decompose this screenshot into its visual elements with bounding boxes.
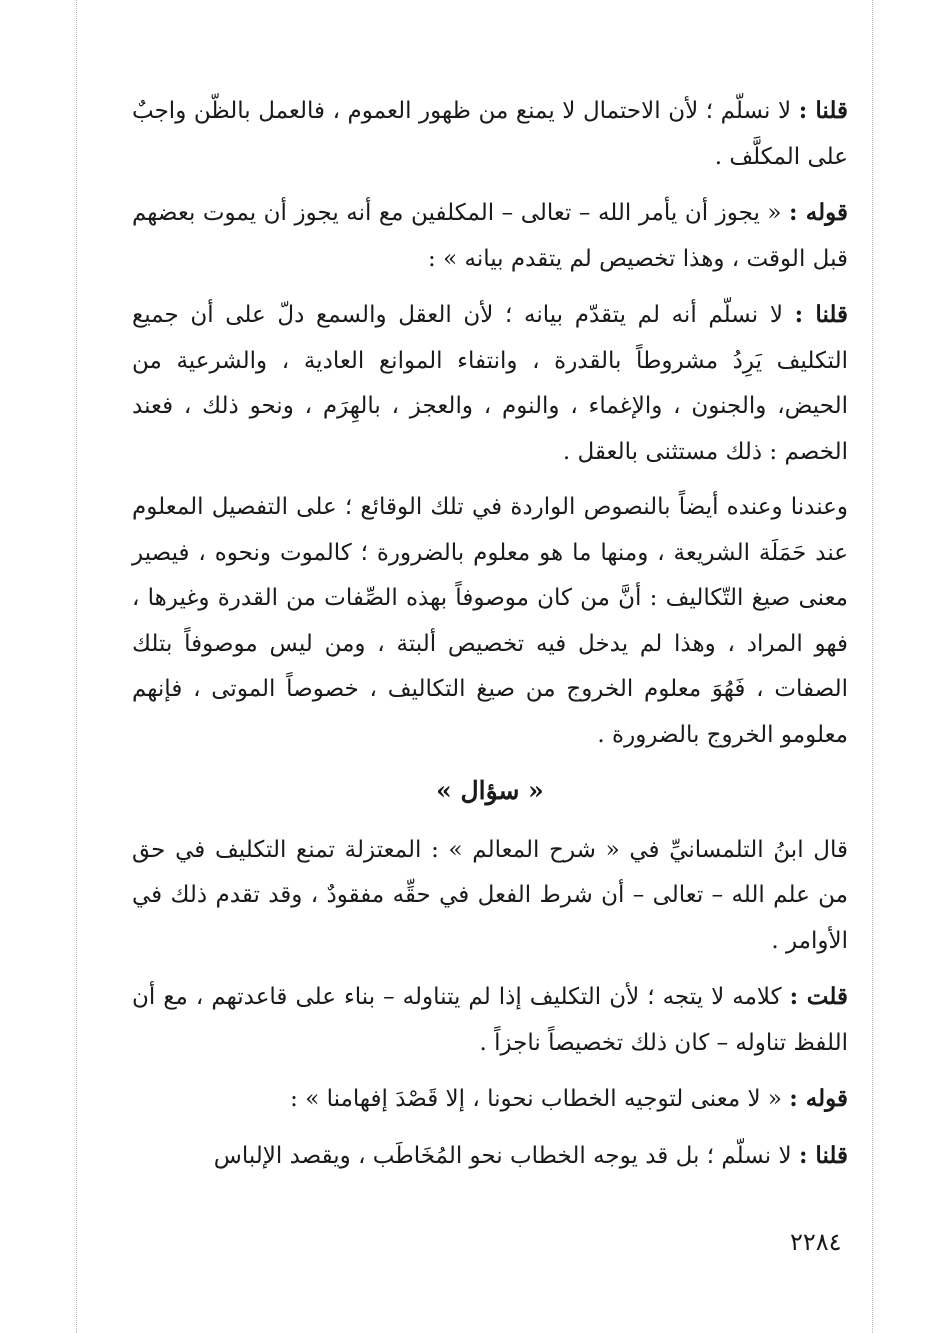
paragraph-text: « لا معنى لتوجيه الخطاب نحونا ، إلا قَصْدَ إفهامنا » : — [290, 1086, 790, 1112]
paragraph-lead: قلنا : — [794, 301, 848, 328]
paragraph-7 — [132, 1076, 848, 1123]
scan-margin-line-right — [872, 0, 873, 1333]
paragraph-lead: قوله : — [789, 199, 848, 226]
page-number: ٢٢٨٤ — [790, 1228, 842, 1256]
paragraph-3 — [132, 292, 848, 475]
paragraph-text: كلامه لا يتجه ؛ لأن التكليف إذا لم يتناوله – بناء على قاعدتهم ، مع أن اللفظ تناوله – كان ذلك تخصيصاً ناجزاً . — [132, 984, 848, 1056]
section-heading: « سؤال » — [436, 776, 544, 805]
paragraph-5 — [132, 828, 848, 965]
paragraph-lead: قلت : — [789, 983, 848, 1010]
scan-margin-line-left — [76, 0, 77, 1333]
paragraph-lead: قوله : — [789, 1085, 848, 1112]
paragraph-6 — [132, 974, 848, 1066]
paragraph-2 — [132, 190, 848, 282]
paragraph-text: لا نسلّم ؛ بل قد يوجه الخطاب نحو المُخَاطَب ، ويقصد الإلباس — [213, 1142, 799, 1169]
paragraph-lead: قلنا : — [798, 97, 848, 124]
paragraph-text: قال ابنُ التلمسانيِّ في « شرح المعالم » : المعتزلة تمنع التكليف في حق من علم الله – تعالى – أن شرط الفعل في حقِّه مفقودٌ ، وقد تقدم ذلك في الأوامر . — [132, 836, 848, 954]
paragraph-8 — [132, 1133, 848, 1180]
page-body — [132, 88, 848, 1189]
paragraph-1 — [132, 88, 848, 180]
paragraph-text: لا نسلّم ؛ لأن الاحتمال لا يمنع من ظهور العموم ، فالعمل بالظّن واجبٌ على المكلَّف . — [132, 98, 848, 170]
paragraph-text: « يجوز أن يأمر الله – تعالى – المكلفين مع أنه يجوز أن يموت بعضهم قبل الوقت ، وهذا تخصيص لم يتقدم بيانه » : — [132, 200, 848, 272]
paragraph-lead: قلنا : — [798, 1141, 848, 1169]
paragraph-4 — [132, 485, 848, 758]
paragraph-text: لا نسلّم أنه لم يتقدّم بيانه ؛ لأن العقل والسمع دلّ على أن جميع التكليف يَرِدُ مشروطاً بالقدرة ، وانتفاء الموانع العادية ، والشرعية من الحيض، والجنون ، والإغماء ، والنوم ، والعجز ، بالهِرَم ، ونحو ذلك ، فعند الخصم : ذلك مستثنى بالعقل . — [132, 302, 848, 465]
paragraph-text: وعندنا وعنده أيضاً بالنصوص الواردة في تلك الوقائع ؛ على التفصيل المعلوم عند حَمَلَة الشريعة ، ومنها ما هو معلوم بالضرورة ؛ كالموت ونحوه ، فيصير معنى صيغ التّكاليف : أنَّ من كان موصوفاً بهذه الصِّفات من القدرة وغيرها ، فهو المراد ، وهذا لم يدخل فيه تخصيص ألبتة ، ومن ليس موصوفاً بتلك الصفات ، فَهُوَ معلوم الخروج من صيغ التكاليف ، خصوصاً الموتى ، فإنهم معلومو الخروج بالضرورة . — [132, 494, 848, 748]
